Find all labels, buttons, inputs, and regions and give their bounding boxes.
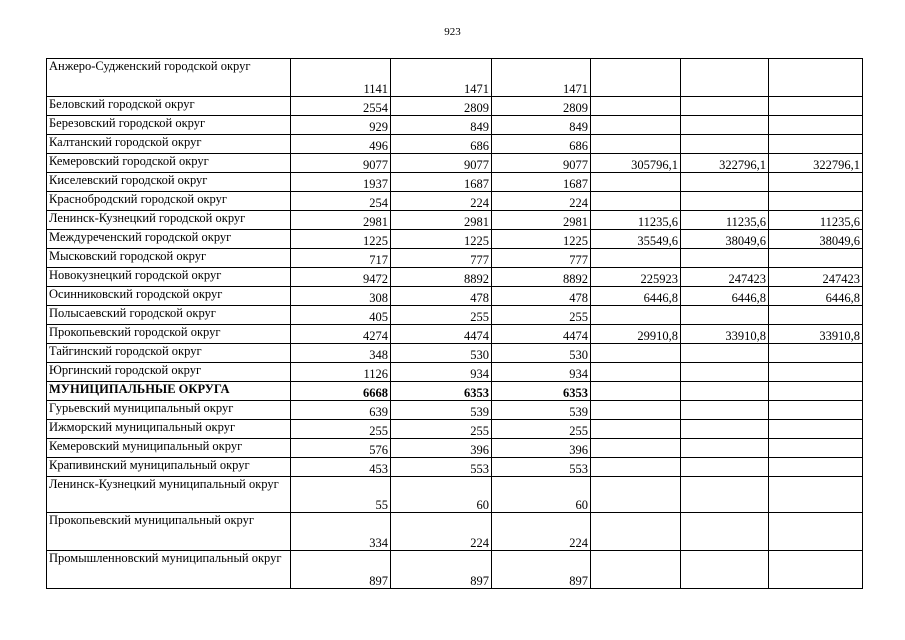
value-cell-v2: 553 (391, 458, 492, 477)
row-name-cell: Тайгинский городской округ (47, 344, 291, 363)
value-cell-v6: 38049,6 (769, 230, 863, 249)
row-name-cell: Крапивинский муниципальный округ (47, 458, 291, 477)
row-name-cell: Киселевский городской округ (47, 173, 291, 192)
value-cell-v2: 539 (391, 401, 492, 420)
table-row (47, 513, 863, 551)
row-name-cell: Кемеровский муниципальный округ (47, 439, 291, 458)
row-name-cell: Новокузнецкий городской округ (47, 268, 291, 287)
value-cell-v6 (769, 306, 863, 325)
row-name-cell: МУНИЦИПАЛЬНЫЕ ОКРУГА (47, 382, 291, 401)
value-cell-v3: 2809 (492, 97, 591, 116)
value-cell-v2: 849 (391, 116, 492, 135)
value-cell-v4 (591, 363, 681, 382)
value-cell-v4 (591, 59, 681, 97)
value-cell-v6 (769, 249, 863, 268)
table-row (47, 420, 863, 439)
value-cell-v6 (769, 363, 863, 382)
value-cell-v3: 539 (492, 401, 591, 420)
value-cell-v6: 247423 (769, 268, 863, 287)
table-row (47, 154, 863, 173)
value-cell-v3: 224 (492, 192, 591, 211)
table-row (47, 59, 863, 97)
value-cell-v5: 33910,8 (681, 325, 769, 344)
value-cell-v1: 1937 (291, 173, 391, 192)
value-cell-v4 (591, 420, 681, 439)
value-cell-v3: 2981 (492, 211, 591, 230)
value-cell-v4 (591, 382, 681, 401)
table-row (47, 192, 863, 211)
value-cell-v3: 224 (492, 513, 591, 551)
value-cell-v1: 334 (291, 513, 391, 551)
value-cell-v2: 224 (391, 192, 492, 211)
value-cell-v1: 254 (291, 192, 391, 211)
value-cell-v2: 9077 (391, 154, 492, 173)
value-cell-v2: 6353 (391, 382, 492, 401)
value-cell-v4 (591, 116, 681, 135)
value-cell-v6 (769, 173, 863, 192)
value-cell-v5: 38049,6 (681, 230, 769, 249)
data-table (46, 58, 863, 589)
row-name-cell: Калтанский городской округ (47, 135, 291, 154)
value-cell-v4 (591, 401, 681, 420)
value-cell-v5 (681, 382, 769, 401)
value-cell-v4 (591, 249, 681, 268)
value-cell-v3: 60 (492, 477, 591, 513)
value-cell-v1: 6668 (291, 382, 391, 401)
value-cell-v5 (681, 513, 769, 551)
value-cell-v3: 686 (492, 135, 591, 154)
value-cell-v5 (681, 306, 769, 325)
value-cell-v1: 1126 (291, 363, 391, 382)
value-cell-v6: 6446,8 (769, 287, 863, 306)
value-cell-v2: 478 (391, 287, 492, 306)
value-cell-v4 (591, 551, 681, 589)
row-name-cell: Краснобродский городской округ (47, 192, 291, 211)
table-row (47, 401, 863, 420)
value-cell-v2: 60 (391, 477, 492, 513)
value-cell-v5 (681, 192, 769, 211)
value-cell-v1: 453 (291, 458, 391, 477)
value-cell-v6 (769, 477, 863, 513)
row-name-cell: Кемеровский городской округ (47, 154, 291, 173)
value-cell-v6 (769, 116, 863, 135)
value-cell-v3: 934 (492, 363, 591, 382)
row-name-cell: Гурьевский муниципальный округ (47, 401, 291, 420)
row-name-cell: Прокопьевский городской округ (47, 325, 291, 344)
value-cell-v5 (681, 59, 769, 97)
value-cell-v5: 322796,1 (681, 154, 769, 173)
value-cell-v6: 33910,8 (769, 325, 863, 344)
value-cell-v4: 11235,6 (591, 211, 681, 230)
table-row (47, 325, 863, 344)
table-row (47, 173, 863, 192)
value-cell-v2: 255 (391, 306, 492, 325)
value-cell-v1: 1225 (291, 230, 391, 249)
table-row (47, 249, 863, 268)
value-cell-v4 (591, 439, 681, 458)
value-cell-v1: 255 (291, 420, 391, 439)
value-cell-v1: 2554 (291, 97, 391, 116)
value-cell-v4: 6446,8 (591, 287, 681, 306)
value-cell-v6 (769, 59, 863, 97)
value-cell-v6 (769, 458, 863, 477)
value-cell-v2: 2809 (391, 97, 492, 116)
value-cell-v4 (591, 513, 681, 551)
value-cell-v3: 255 (492, 306, 591, 325)
table-row (47, 287, 863, 306)
value-cell-v2: 777 (391, 249, 492, 268)
table-row (47, 363, 863, 382)
value-cell-v3: 1225 (492, 230, 591, 249)
table-row (47, 306, 863, 325)
value-cell-v5 (681, 363, 769, 382)
value-cell-v2: 8892 (391, 268, 492, 287)
value-cell-v1: 308 (291, 287, 391, 306)
value-cell-v1: 639 (291, 401, 391, 420)
row-name-cell: Березовский городской округ (47, 116, 291, 135)
row-name-cell: Беловский городской округ (47, 97, 291, 116)
row-name-cell: Междуреченский городской округ (47, 230, 291, 249)
value-cell-v5: 247423 (681, 268, 769, 287)
value-cell-v2: 255 (391, 420, 492, 439)
value-cell-v6: 322796,1 (769, 154, 863, 173)
row-name-cell: Ижморский муниципальный округ (47, 420, 291, 439)
value-cell-v6: 11235,6 (769, 211, 863, 230)
value-cell-v2: 686 (391, 135, 492, 154)
value-cell-v6 (769, 97, 863, 116)
value-cell-v2: 1471 (391, 59, 492, 97)
value-cell-v2: 897 (391, 551, 492, 589)
value-cell-v3: 4474 (492, 325, 591, 344)
table-body (47, 59, 863, 589)
value-cell-v3: 396 (492, 439, 591, 458)
value-cell-v2: 1687 (391, 173, 492, 192)
value-cell-v6 (769, 401, 863, 420)
value-cell-v3: 8892 (492, 268, 591, 287)
row-name-cell: Ленинск-Кузнецкий муниципальный округ (47, 477, 291, 513)
value-cell-v6 (769, 344, 863, 363)
value-cell-v3: 553 (492, 458, 591, 477)
value-cell-v1: 55 (291, 477, 391, 513)
row-name-cell: Осинниковский городской округ (47, 287, 291, 306)
value-cell-v1: 1141 (291, 59, 391, 97)
value-cell-v1: 897 (291, 551, 391, 589)
value-cell-v5 (681, 551, 769, 589)
value-cell-v2: 934 (391, 363, 492, 382)
value-cell-v2: 530 (391, 344, 492, 363)
table-row (47, 135, 863, 154)
table-row (47, 211, 863, 230)
value-cell-v1: 496 (291, 135, 391, 154)
row-name-cell: Ленинск-Кузнецкий городской округ (47, 211, 291, 230)
table-row (47, 551, 863, 589)
value-cell-v5 (681, 135, 769, 154)
value-cell-v4: 29910,8 (591, 325, 681, 344)
table-row (47, 230, 863, 249)
value-cell-v5 (681, 439, 769, 458)
value-cell-v1: 717 (291, 249, 391, 268)
table-row (47, 97, 863, 116)
value-cell-v3: 9077 (492, 154, 591, 173)
value-cell-v5: 6446,8 (681, 287, 769, 306)
value-cell-v5 (681, 458, 769, 477)
value-cell-v3: 1687 (492, 173, 591, 192)
table-row (47, 439, 863, 458)
value-cell-v1: 576 (291, 439, 391, 458)
value-cell-v3: 1471 (492, 59, 591, 97)
page-number: 923 (444, 26, 461, 38)
value-cell-v4 (591, 97, 681, 116)
table-row (47, 458, 863, 477)
row-name-cell: Полысаевский городской округ (47, 306, 291, 325)
value-cell-v5 (681, 477, 769, 513)
value-cell-v4 (591, 135, 681, 154)
value-cell-v6 (769, 192, 863, 211)
table-row (47, 268, 863, 287)
value-cell-v4 (591, 192, 681, 211)
value-cell-v2: 1225 (391, 230, 492, 249)
value-cell-v1: 4274 (291, 325, 391, 344)
value-cell-v4 (591, 458, 681, 477)
value-cell-v5: 11235,6 (681, 211, 769, 230)
value-cell-v6 (769, 382, 863, 401)
value-cell-v4: 225923 (591, 268, 681, 287)
value-cell-v5 (681, 420, 769, 439)
value-cell-v1: 929 (291, 116, 391, 135)
value-cell-v2: 2981 (391, 211, 492, 230)
value-cell-v6 (769, 420, 863, 439)
table-row (47, 382, 863, 401)
value-cell-v2: 224 (391, 513, 492, 551)
value-cell-v4 (591, 306, 681, 325)
value-cell-v3: 530 (492, 344, 591, 363)
value-cell-v4: 305796,1 (591, 154, 681, 173)
table-row (47, 116, 863, 135)
value-cell-v3: 6353 (492, 382, 591, 401)
value-cell-v5 (681, 173, 769, 192)
row-name-cell: Анжеро-Судженский городской округ (47, 59, 291, 97)
value-cell-v4 (591, 477, 681, 513)
row-name-cell: Прокопьевский муниципальный округ (47, 513, 291, 551)
value-cell-v2: 396 (391, 439, 492, 458)
table-row (47, 344, 863, 363)
value-cell-v6 (769, 135, 863, 154)
value-cell-v4: 35549,6 (591, 230, 681, 249)
value-cell-v6 (769, 551, 863, 589)
value-cell-v5 (681, 401, 769, 420)
value-cell-v1: 9472 (291, 268, 391, 287)
value-cell-v5 (681, 249, 769, 268)
value-cell-v3: 849 (492, 116, 591, 135)
value-cell-v4 (591, 344, 681, 363)
value-cell-v2: 4474 (391, 325, 492, 344)
value-cell-v5 (681, 97, 769, 116)
value-cell-v6 (769, 513, 863, 551)
row-name-cell: Юргинский городской округ (47, 363, 291, 382)
value-cell-v4 (591, 173, 681, 192)
value-cell-v1: 348 (291, 344, 391, 363)
row-name-cell: Мысковский городской округ (47, 249, 291, 268)
value-cell-v1: 9077 (291, 154, 391, 173)
value-cell-v3: 478 (492, 287, 591, 306)
value-cell-v5 (681, 344, 769, 363)
table-row (47, 477, 863, 513)
row-name-cell: Промышленновский муниципальный округ (47, 551, 291, 589)
value-cell-v5 (681, 116, 769, 135)
value-cell-v1: 405 (291, 306, 391, 325)
value-cell-v3: 255 (492, 420, 591, 439)
value-cell-v6 (769, 439, 863, 458)
value-cell-v3: 897 (492, 551, 591, 589)
value-cell-v1: 2981 (291, 211, 391, 230)
value-cell-v3: 777 (492, 249, 591, 268)
